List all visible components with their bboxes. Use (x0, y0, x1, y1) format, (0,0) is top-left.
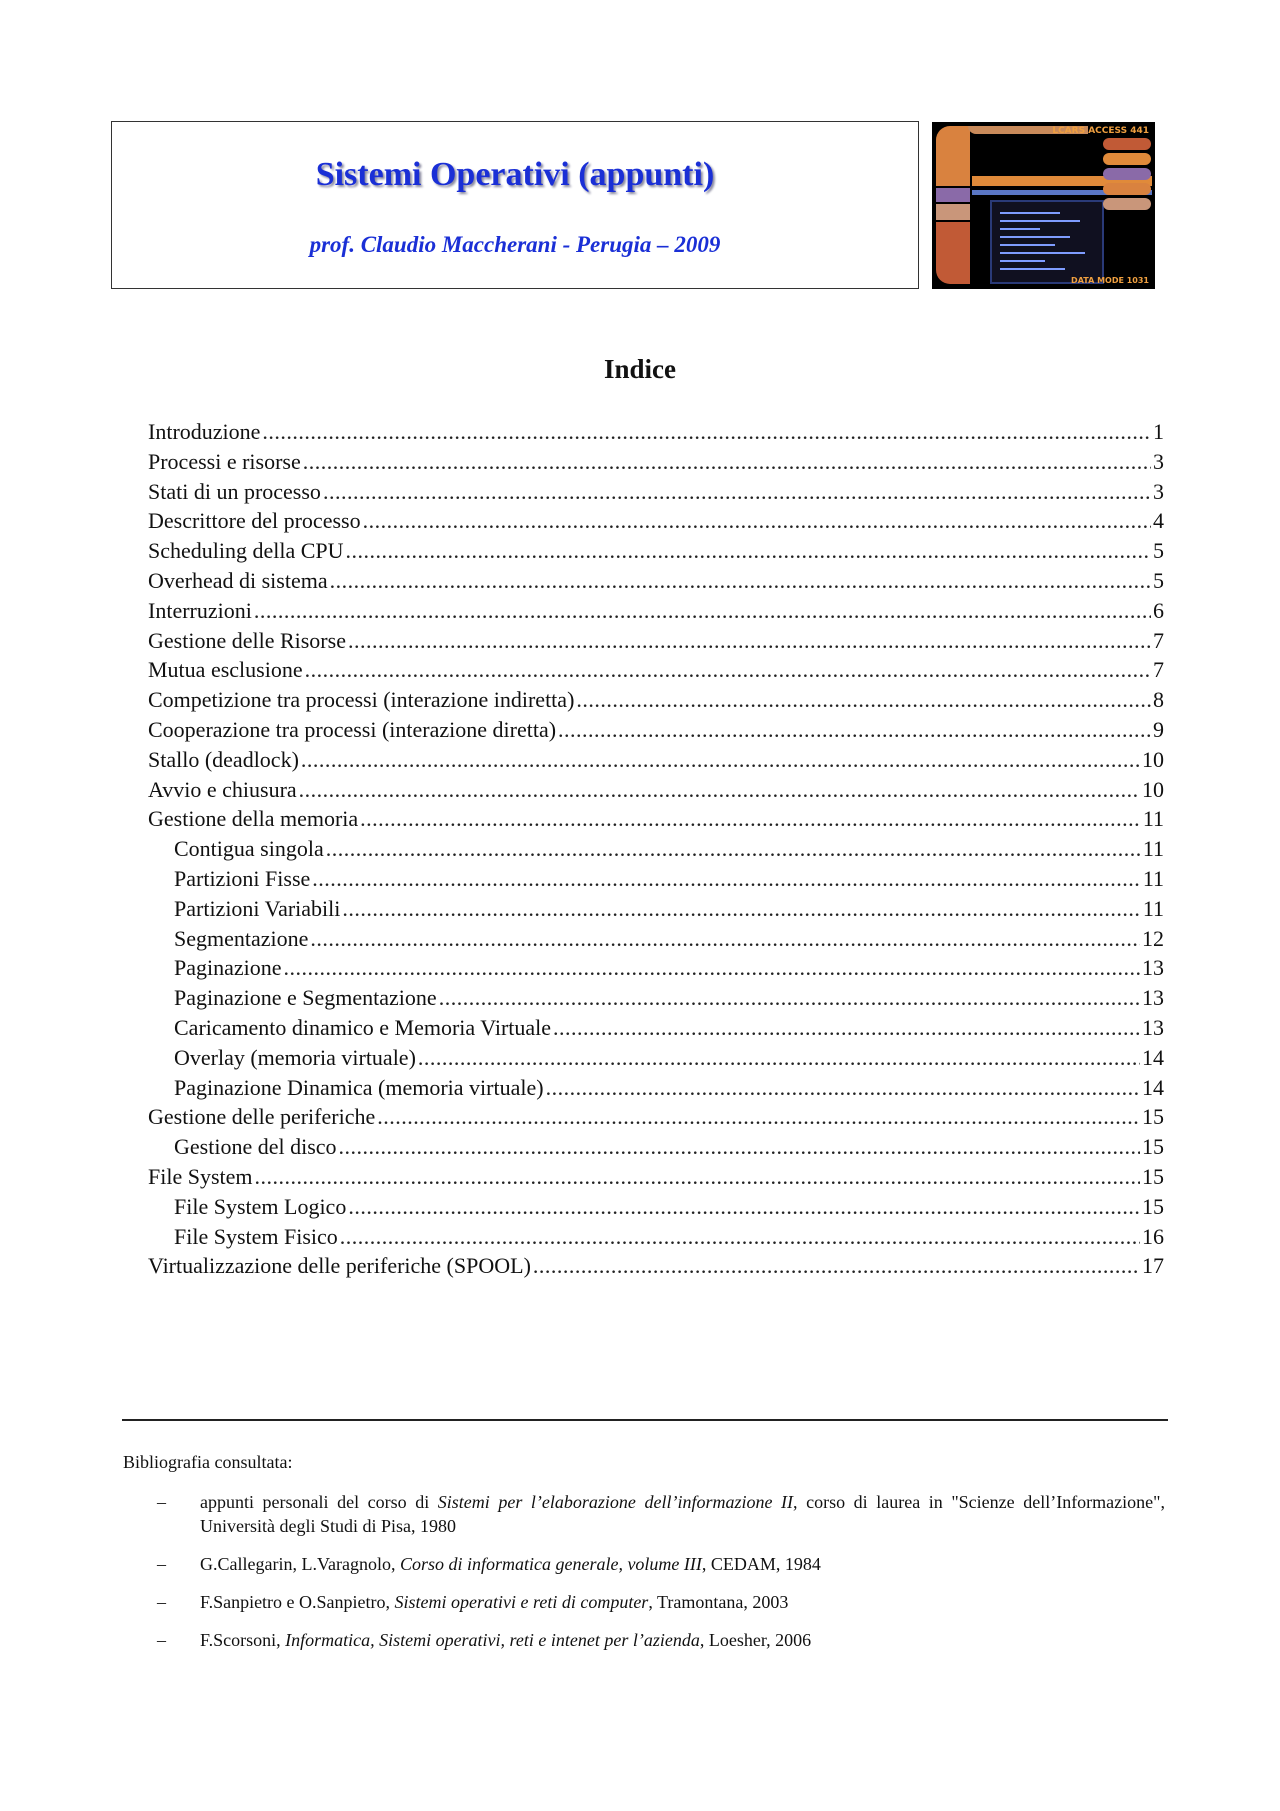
bibliography-authors: appunti personali del corso di (200, 1492, 438, 1512)
lcars-elbow-bottom (936, 222, 970, 284)
toc-entry[interactable] (148, 1043, 1164, 1073)
bibliography-title: Corso di informatica generale, volume III (399, 1554, 702, 1574)
toc-entry-page: 5 (1153, 538, 1164, 564)
toc-entry[interactable] (148, 1251, 1164, 1281)
toc-entry-page: 3 (1153, 448, 1164, 474)
lcars-elbow-top (936, 126, 970, 186)
toc-entry-page: 14 (1142, 1044, 1164, 1070)
toc-entry-label: Virtualizzazione delle periferiche (SPOOL) (148, 1253, 531, 1279)
toc-entry-page: 14 (1142, 1074, 1164, 1100)
bullet-dash: – (157, 1492, 166, 1512)
toc-entry-page: 13 (1142, 985, 1164, 1011)
toc-entry-page: 10 (1142, 746, 1164, 772)
toc-leader-dots (255, 1162, 1140, 1192)
toc-entry[interactable] (148, 655, 1164, 685)
toc-leader-dots (363, 506, 1151, 536)
lcars-illustration (932, 122, 1155, 289)
toc-entry[interactable] (148, 1132, 1164, 1162)
toc-entry[interactable] (148, 1222, 1164, 1252)
toc-leader-dots (305, 655, 1151, 685)
toc-entry-label: Paginazione e Segmentazione (174, 985, 437, 1011)
toc-leader-dots (339, 1132, 1140, 1162)
toc-entry-page: 7 (1153, 657, 1164, 683)
toc-leader-dots (346, 536, 1151, 566)
bibliography-item (157, 1552, 1165, 1576)
toc-leader-dots (323, 477, 1151, 507)
toc-entry-page: 16 (1142, 1223, 1164, 1249)
bibliography-publisher: , CEDAM, 1984 (701, 1554, 821, 1574)
toc-entry-page: 4 (1153, 508, 1164, 534)
toc-entry-label: Interruzioni (148, 597, 252, 623)
toc-entry-label: Avvio e chiusura (148, 776, 297, 802)
bibliography-title: Informatica, Sistemi operativi, reti e intenet per l’azienda (285, 1630, 700, 1650)
bibliography-title: Sistemi operativi e reti di computer (394, 1592, 649, 1612)
toc-entry[interactable] (148, 447, 1164, 477)
toc-entry-label: Gestione delle Risorse (148, 627, 346, 653)
toc-entry-label: File System Logico (174, 1193, 347, 1219)
toc-entry[interactable] (148, 745, 1164, 775)
bibliography-item (157, 1628, 1165, 1652)
footnote-separator (122, 1419, 1168, 1421)
table-of-contents (148, 417, 1164, 1281)
toc-entry-label: Stati di un processo (148, 478, 321, 504)
toc-entry-page: 3 (1153, 478, 1164, 504)
toc-entry-page: 13 (1142, 955, 1164, 981)
bullet-dash: – (157, 1554, 166, 1574)
toc-entry[interactable] (148, 1102, 1164, 1132)
toc-leader-dots (348, 1192, 1140, 1222)
toc-entry-label: Paginazione Dinamica (memoria virtuale) (174, 1074, 544, 1100)
toc-entry-page: 15 (1142, 1193, 1164, 1219)
toc-entry-label: Gestione del disco (174, 1134, 337, 1160)
toc-entry[interactable] (148, 715, 1164, 745)
toc-entry[interactable] (148, 864, 1164, 894)
lcars-panel-purple (936, 188, 970, 202)
toc-leader-dots (558, 715, 1151, 745)
toc-leader-dots (254, 596, 1151, 626)
title-box (111, 121, 919, 289)
toc-leader-dots (330, 566, 1151, 596)
toc-entry-label: Overlay (memoria virtuale) (174, 1044, 416, 1070)
toc-entry-page: 13 (1142, 1014, 1164, 1040)
toc-entry-page: 15 (1142, 1134, 1164, 1160)
toc-entry[interactable] (148, 1013, 1164, 1043)
toc-entry-page: 1 (1153, 419, 1164, 444)
bibliography-authors: F.Sanpietro e O.Sanpietro, (200, 1592, 395, 1612)
toc-entry-page: 9 (1153, 716, 1164, 742)
toc-leader-dots (342, 894, 1140, 924)
lcars-screen (990, 200, 1104, 284)
toc-entry-label: Contigua singola (174, 836, 324, 862)
toc-entry[interactable] (148, 477, 1164, 507)
toc-leader-dots (262, 417, 1151, 447)
bibliography-publisher: , Tramontana, 2003 (648, 1592, 789, 1612)
toc-entry[interactable] (148, 953, 1164, 983)
toc-leader-dots (284, 953, 1140, 983)
bibliography-authors: F.Scorsoni, (200, 1630, 286, 1650)
toc-entry-label: Gestione delle periferiche (148, 1104, 376, 1130)
bibliography-item (157, 1590, 1165, 1614)
index-title: Indice (603, 354, 676, 384)
bullet-dash: – (157, 1592, 166, 1612)
toc-entry-label: File System Fisico (174, 1223, 338, 1249)
bibliography-authors: G.Callegarin, L.Varagnolo, (200, 1554, 400, 1574)
toc-entry[interactable] (148, 1162, 1164, 1192)
toc-entry-label: Gestione della memoria (148, 806, 359, 832)
toc-entry-label: Paginazione (174, 955, 282, 981)
toc-entry-label: Scheduling della CPU (148, 538, 344, 564)
toc-leader-dots (377, 1102, 1140, 1132)
toc-entry-page: 15 (1142, 1163, 1164, 1189)
toc-entry[interactable] (148, 1073, 1164, 1103)
toc-leader-dots (310, 924, 1140, 954)
toc-leader-dots (553, 1013, 1140, 1043)
toc-entry-page: 8 (1153, 687, 1164, 713)
toc-leader-dots (299, 775, 1140, 805)
toc-entry-label: Introduzione (148, 419, 261, 444)
document-title: Sistemi Operativi (appunti) (315, 156, 715, 193)
bibliography-list (157, 1490, 1165, 1666)
toc-leader-dots (533, 1251, 1140, 1281)
toc-entry-page: 11 (1142, 806, 1164, 832)
document-subtitle: prof. Claudio Maccherani - Perugia – 2009 (309, 232, 721, 257)
toc-leader-dots (576, 685, 1151, 715)
toc-entry[interactable] (148, 596, 1164, 626)
lcars-mode-label: DATA MODE 1031 (1071, 276, 1149, 285)
toc-entry[interactable] (148, 685, 1164, 715)
toc-entry[interactable] (148, 804, 1164, 834)
toc-entry-page: 11 (1142, 865, 1164, 891)
bibliography-heading: Bibliografia consultata: (123, 1452, 293, 1472)
toc-leader-dots (303, 447, 1151, 477)
toc-leader-dots (418, 1043, 1140, 1073)
toc-entry[interactable] (148, 1192, 1164, 1222)
toc-entry-label: Overhead di sistema (148, 567, 328, 593)
lcars-panel-tan (936, 204, 970, 220)
toc-entry-label: File System (148, 1163, 253, 1189)
bibliography-item (157, 1490, 1165, 1538)
bullet-dash: – (157, 1630, 166, 1650)
toc-entry-page: 17 (1142, 1253, 1164, 1279)
bibliography-publisher: , Loesher, 2006 (699, 1630, 812, 1650)
toc-entry[interactable] (148, 536, 1164, 566)
toc-entry-page: 7 (1153, 627, 1164, 653)
bibliography-publisher: , corso di laurea in "Scienze dell’Informazione", Università degli Studi di Pisa, 1980 (200, 1492, 1165, 1536)
toc-entry-label: Processi e risorse (148, 448, 301, 474)
toc-entry-label: Partizioni Fisse (174, 865, 311, 891)
toc-entry-page: 12 (1142, 925, 1164, 951)
toc-entry-label: Stallo (deadlock) (148, 746, 299, 772)
toc-entry[interactable] (148, 775, 1164, 805)
toc-entry-label: Cooperazione tra processi (interazione diretta) (148, 716, 557, 742)
toc-entry[interactable] (148, 924, 1164, 954)
toc-entry-label: Mutua esclusione (148, 657, 303, 683)
toc-entry[interactable] (148, 566, 1164, 596)
toc-entry-page: 11 (1142, 836, 1164, 862)
toc-entry-page: 5 (1153, 567, 1164, 593)
toc-entry[interactable] (148, 983, 1164, 1013)
toc-leader-dots (326, 834, 1141, 864)
toc-leader-dots (546, 1073, 1140, 1103)
bibliography-title: Sistemi per l’elaborazione dell’informazione II (437, 1492, 794, 1512)
toc-leader-dots (360, 804, 1141, 834)
toc-entry-label: Partizioni Variabili (174, 895, 341, 921)
toc-entry[interactable] (148, 506, 1164, 536)
toc-entry-label: Caricamento dinamico e Memoria Virtuale (174, 1014, 552, 1040)
toc-entry-label: Descrittore del processo (148, 508, 361, 534)
toc-entry[interactable] (148, 834, 1164, 864)
toc-leader-dots (348, 626, 1151, 656)
lcars-access-label: LCARS ACCESS 441 (1052, 126, 1149, 136)
toc-entry[interactable] (148, 417, 1164, 447)
toc-entry-page: 11 (1142, 895, 1164, 921)
toc-leader-dots (439, 983, 1140, 1013)
toc-entry-page: 6 (1153, 597, 1164, 623)
toc-entry-page: 10 (1142, 776, 1164, 802)
toc-entry-label: Competizione tra processi (interazione indiretta) (148, 687, 575, 713)
toc-leader-dots (312, 864, 1141, 894)
toc-entry-label: Segmentazione (174, 925, 309, 951)
toc-entry[interactable] (148, 894, 1164, 924)
toc-leader-dots (340, 1222, 1140, 1252)
toc-entry-page: 15 (1142, 1104, 1164, 1130)
toc-entry[interactable] (148, 626, 1164, 656)
toc-leader-dots (301, 745, 1140, 775)
lcars-buttons (1103, 138, 1151, 213)
